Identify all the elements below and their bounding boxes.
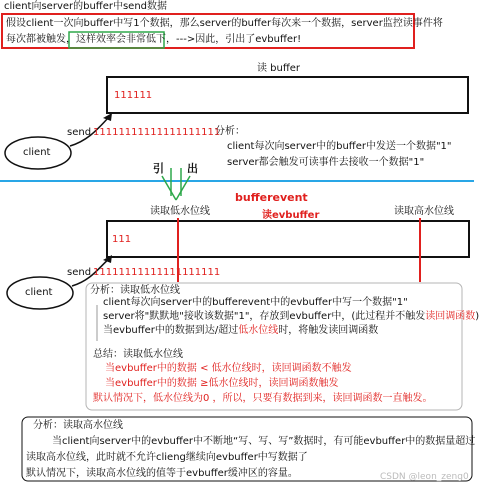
upper-send-label: send [67, 127, 92, 138]
analysis-line3-pre: 当evbuffer中的数据到达/超过 [103, 325, 239, 336]
upper-send-data: 11111111111111111111 [93, 127, 221, 138]
top-note-line2-post: ，--->因此，引出了evbuffer! [166, 34, 302, 45]
lower-send-data: 11111111111111111111 [93, 267, 221, 278]
upper-analysis-line1: client每次向server中的buffer中发送一个数据"1" [227, 141, 452, 152]
lower-buffer-content: 111 [112, 234, 132, 245]
analysis-line2 [103, 311, 479, 323]
page-title: client向server的buffer中send数据 [4, 1, 168, 12]
top-note-line2 [6, 34, 301, 46]
top-note-highlight: 这样效率会非常低下 [76, 34, 166, 45]
arrow-out-label: 出 [187, 162, 198, 175]
upper-buffer-label: 读 buffer [257, 63, 301, 74]
high-water-label: 读取高水位线 [394, 206, 454, 217]
analysis-line3-red: 低水位线 [238, 325, 279, 336]
summary-line2: 当evbuffer中的数据 ≥低水位线时，读回调函数触发 [105, 378, 339, 389]
low-water-label: 读取低水位线 [150, 206, 210, 217]
analysis-title: 分析：读取低水位线 [90, 285, 180, 296]
high-box-title: 分析：读取高水位线 [33, 420, 123, 431]
top-note-line2-pre: 每次都被触发， [6, 34, 76, 45]
upper-analysis-line2: server都会触发可读事件去接收一个数据"1" [227, 157, 425, 168]
analysis-line3-post: 时，将触发读回调函数 [278, 325, 379, 336]
upper-client-label: client [23, 147, 51, 158]
high-box-line3: 默认情况下，读取高水位线的值等于evbuffer缓冲区的容量。 [26, 468, 298, 479]
high-box-line2: 读取高水位线，此时就不允许clieng继续向evbuffer中写数据了 [26, 452, 308, 463]
analysis-line2-red: 读回调函数 [425, 311, 476, 322]
arrow-in-label: 引 [153, 162, 164, 175]
upper-buffer-content: 111111 [114, 90, 153, 101]
analysis-line2-post: ) [475, 311, 479, 322]
upper-analysis-title: 分析： [215, 126, 245, 137]
watermark: CSDN @leon_zeng0 [380, 472, 469, 482]
lower-buffer-box [107, 221, 469, 257]
top-note-line1: 假设client一次向buffer中写1个数据，那么server的buffer每次来一个数据，server监控读事件将 [6, 18, 443, 29]
summary-title: 总结：读取低水位线 [93, 349, 183, 360]
evbuffer-subtitle: 读evbuffer [262, 210, 320, 221]
summary-line1: 当evbuffer中的数据 < 低水位线时，读回调函数不触发 [105, 363, 352, 374]
upper-buffer-box [107, 77, 468, 113]
green-split-arrow [162, 168, 190, 200]
analysis-line2-pre: server将"默默地"接收该数据"1"，存放到evbuffer中，(此过程并不触发 [103, 311, 426, 322]
analysis-line3 [103, 325, 378, 337]
high-box-line1: 当client向server中的evbuffer中不断地“写、写、写”数据时，有可能evbuffer中的数据量超过 [52, 436, 476, 447]
summary-line3: 默认情况下，低水位线为0 ，所以，只要有数据到来，读回调函数一直触发。 [93, 393, 433, 404]
lower-send-label: send [67, 267, 92, 278]
bufferevent-title: bufferevent [235, 191, 308, 204]
analysis-line1: client每次向server中的bufferevent中的evbuffer中写一个数据"1" [103, 297, 408, 308]
lower-client-label: client [25, 287, 53, 298]
